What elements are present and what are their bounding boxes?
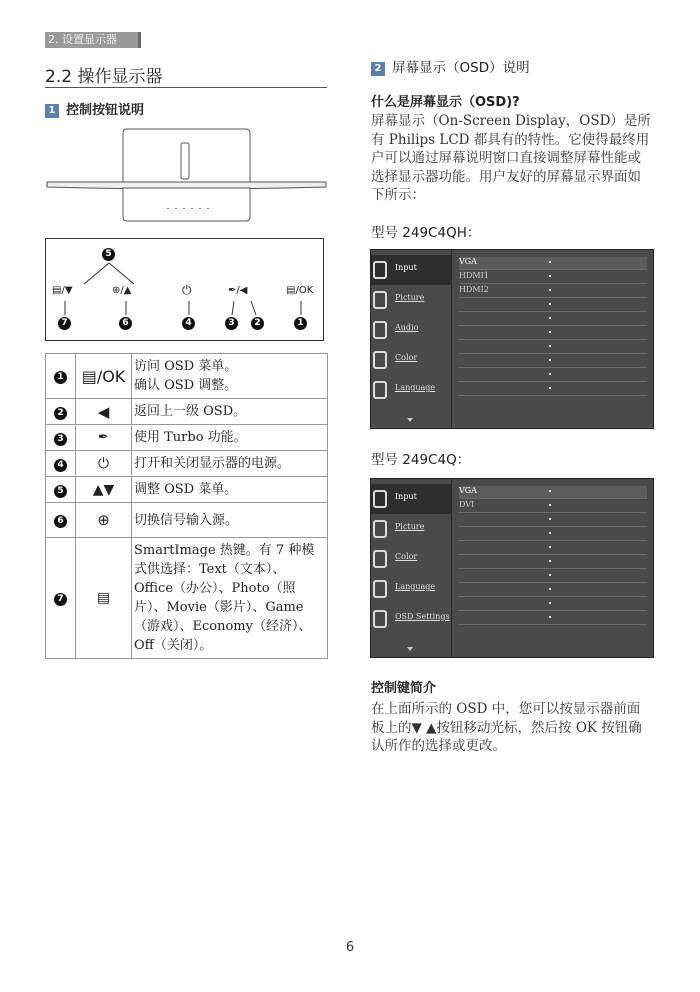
page-number: 6 (345, 940, 355, 955)
back-icon: ◀ (76, 399, 132, 425)
osd-sub-item: VGA (459, 257, 647, 270)
row-description: 访问 OSD 菜单。 确认 OSD 调整。 (132, 354, 328, 399)
picture-icon (373, 291, 387, 309)
label-4: 4 (182, 317, 195, 330)
row-number: 2 (54, 407, 67, 420)
osd-menu-item-input: Input (371, 255, 451, 285)
osd-heading (371, 56, 530, 76)
osd-menu-249c4q (370, 478, 654, 658)
osd-sub-item (459, 612, 647, 625)
osd-menu-item-language: Language (371, 574, 451, 604)
osd-sub-item (459, 369, 647, 382)
keys-text: 在上面所示的 OSD 中，您可以按显示器前面板上的▼ ▲按钮移动光标，然后按 OK 按钮确认所作的选择或更改。 (371, 701, 642, 754)
control-heading-text: 控制按钮说明 (66, 103, 145, 118)
scroll-down-icon (407, 418, 413, 422)
button-panel-diagram (45, 238, 324, 341)
osd-menu-item-osd-settings: OSD Settings (371, 604, 451, 634)
osd-sub-item: DVI (459, 500, 647, 513)
osd-sub-item (459, 383, 647, 396)
power-icon: ⏻ (76, 451, 132, 477)
osd-sub-item (459, 570, 647, 583)
osd-sub-item (459, 556, 647, 569)
osd-menu-item-color: Color (371, 345, 451, 375)
turbo-icon: ✒ (76, 425, 132, 451)
control-heading (45, 99, 144, 118)
osd-main-menu (371, 479, 452, 657)
what-is-osd-heading: 什么是屏幕显示（OSD)? (371, 95, 520, 110)
audio-icon (373, 321, 387, 339)
table-row (46, 451, 328, 477)
section-rule (45, 87, 327, 88)
row-number: 6 (54, 515, 67, 528)
row-description: 切换信号输入源。 (132, 503, 328, 538)
osd-sub-item: HDMI2 (459, 285, 647, 298)
scroll-down-icon (407, 647, 413, 651)
row-number: 3 (54, 433, 67, 446)
osd-sub-item (459, 341, 647, 354)
input-up-button-icon: ⊕/▲ (112, 285, 132, 296)
osd-sub-item (459, 584, 647, 597)
osd-menu-item-color: Color (371, 544, 451, 574)
power-button-icon: ⏻ (182, 283, 192, 297)
osd-heading-text: 屏幕显示（OSD）说明 (392, 60, 530, 76)
smartimage-down-button-icon: ▤/▼ (52, 285, 73, 296)
label-5: 5 (102, 248, 115, 261)
row-description: 调整 OSD 菜单。 (132, 477, 328, 503)
osd-sub-item (459, 514, 647, 527)
label-2: 2 (251, 317, 264, 330)
label-1: 1 (294, 317, 307, 330)
row-number: 4 (54, 459, 67, 472)
keys-heading: 控制键简介 (371, 681, 437, 696)
osd-main-menu (371, 250, 452, 428)
model-1-label: 型号 249C4QH： (371, 225, 481, 241)
osd-menu-item-language: Language (371, 375, 451, 405)
osd-sub-item (459, 299, 647, 312)
osd-menu-item-audio: Audio (371, 315, 451, 345)
breadcrumb-marker (138, 32, 141, 48)
row-description: 使用 Turbo 功能。 (132, 425, 328, 451)
osd-sub-item (459, 355, 647, 368)
table-row (46, 425, 328, 451)
row-description: 返回上一级 OSD。 (132, 399, 328, 425)
input-icon (373, 261, 387, 279)
section-badge-2: 2 (371, 62, 385, 76)
breadcrumb: 2. 设置显示器 (45, 32, 138, 48)
osd-sub-item (459, 528, 647, 541)
what-is-osd-text: 屏幕显示（On-Screen Display，OSD）是所有 Philips LCD 都具有的特性。它使得最终用户可以通过屏幕说明窗口直接调整屏幕性能或选择显示器功能。用户友好的屏幕显示界面如下所示： (371, 113, 651, 203)
table-row (46, 503, 328, 538)
label-6: 6 (119, 317, 132, 330)
color-icon (373, 351, 387, 369)
osd-sub-item (459, 542, 647, 555)
osd-sub-item (459, 327, 647, 340)
turbo-back-button-icon: ✒/◀ (228, 285, 248, 296)
language-icon (373, 580, 387, 598)
color-icon (373, 550, 387, 568)
section-title: 2.2 操作显示器 (45, 67, 163, 87)
osd-menu-249c4qh (370, 249, 654, 429)
osd-menu-item-picture: Picture (371, 514, 451, 544)
row-description: 打开和关闭显示器的电源。 (132, 451, 328, 477)
input-icon: ⊕ (76, 503, 132, 538)
monitor-illustration (45, 125, 328, 225)
smartimage-icon: ▤ (76, 538, 132, 659)
label-3: 3 (225, 317, 238, 330)
row-description: SmartImage 热键。有 7 种模式供选择：Text（文本）、Office（办公）、Photo（照片）、Movie（影片）、Game（游戏）、Economy（经济）、Off（关闭）。 (132, 538, 328, 659)
up-down-icon: ▲▼ (76, 477, 132, 503)
table-row (46, 477, 328, 503)
osd-sub-item (459, 598, 647, 611)
menu-ok-button-icon: ▤/OK (286, 285, 314, 296)
menu-ok-icon: ▤/OK (76, 354, 132, 399)
language-icon (373, 381, 387, 399)
row-number: 1 (54, 371, 67, 384)
input-icon (373, 490, 387, 508)
osd-sub-item (459, 313, 647, 326)
section-badge-1: 1 (45, 104, 59, 118)
row-number: 5 (54, 485, 67, 498)
osd-menu-item-picture: Picture (371, 285, 451, 315)
osd-sub-item: VGA (459, 486, 647, 499)
osd-menu-item-input: Input (371, 484, 451, 514)
label-7: 7 (58, 317, 71, 330)
osd-sub-item: HDMI1 (459, 271, 647, 284)
table-row (46, 399, 328, 425)
picture-icon (373, 520, 387, 538)
row-number: 7 (54, 593, 67, 606)
settings-icon (373, 610, 387, 628)
model-2-label: 型号 249C4Q： (371, 452, 471, 468)
table-row (46, 538, 328, 659)
table-row (46, 354, 328, 399)
control-table (45, 353, 328, 659)
